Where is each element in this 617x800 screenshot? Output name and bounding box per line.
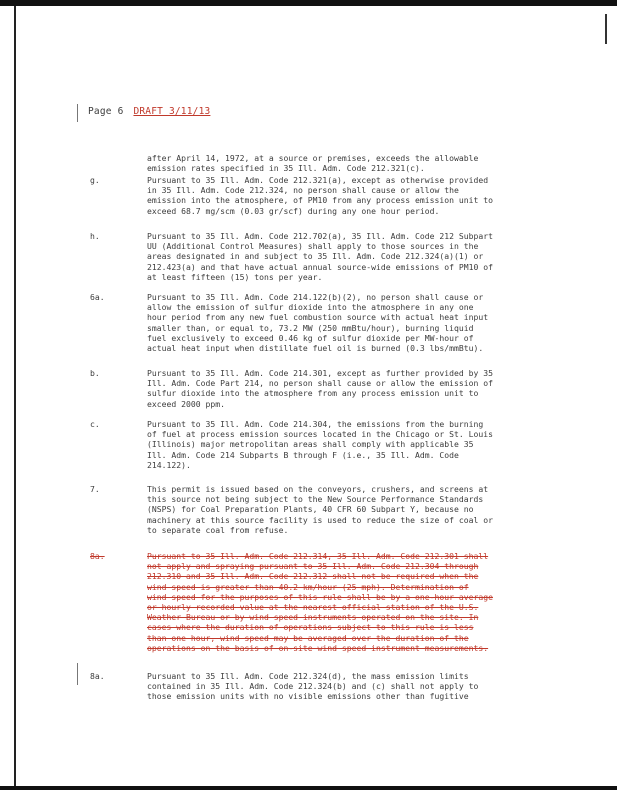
paragraph-label: c. (90, 419, 100, 429)
paragraph (147, 671, 527, 702)
text-line: this source not being subject to the New Source Performance Standards (147, 494, 484, 505)
revision-bar (77, 104, 78, 122)
text-line: Pursuant to 35 Ill. Adm. Code 212.702(a), 35 Ill. Adm. Code 212 Subpart (147, 231, 493, 241)
paragraph-label: b. (90, 368, 100, 378)
paragraph (147, 175, 527, 216)
text-line: exceed 68.7 mg/scm (0.03 gr/scf) during any one hour period. (147, 205, 440, 216)
paragraph (147, 153, 527, 173)
scan-edge-top (0, 0, 617, 6)
text-line: Pursuant to 35 Ill. Adm. Code 214.301, except as further provided by 35 (147, 368, 493, 378)
text-line: UU (Additional Control Measures) shall apply to those sources in the (147, 241, 479, 252)
text-line: Pursuant to 35 Ill. Adm. Code 214.304, the emissions from the burning (147, 419, 484, 429)
paragraph (147, 368, 527, 409)
text-line: or hourly recorded value at the nearest official station of the U.S. (147, 602, 479, 613)
paragraph-label: 6a. (90, 292, 105, 302)
text-line: fuel exclusively to exceed 0.46 kg of sulfur dioxide per MW-hour of (147, 332, 474, 343)
text-line: 214.122). (147, 459, 191, 470)
text-line: after April 14, 1972, at a source or premises, exceeds the allowable (147, 153, 479, 163)
text-line: areas designated in and subject to 35 Ill. Adm. Code 212.324(a)(1) or (147, 251, 484, 262)
revision-bar (77, 663, 78, 685)
text-line: exceed 2000 ppm. (147, 398, 225, 409)
text-line: emission into the atmosphere, of PM10 from any process emission unit to (147, 195, 493, 206)
text-line: emission rates specified in 35 Ill. Adm. Code 212.321(c). (147, 163, 425, 174)
text-line: to separate coal from refuse. (147, 524, 289, 535)
paragraph (147, 292, 527, 353)
text-line: Ill. Adm. Code Part 214, no person shall cause or allow the emission of (147, 378, 493, 389)
text-line: smaller than, or equal to, 73.2 MW (250 mmBtu/hour), burning liquid (147, 322, 474, 333)
paragraph (147, 231, 527, 282)
text-line: contained in 35 Ill. Adm. Code 212.324(b) and (c) shall not apply to (147, 681, 479, 692)
text-line: Pursuant to 35 Ill. Adm. Code 212.314, 35 Ill. Adm. Code 212.301 shall (147, 551, 489, 561)
scan-edge-right (605, 14, 607, 44)
struck-paragraph (147, 551, 527, 653)
text-line: Pursuant to 35 Ill. Adm. Code 214.122(b)(2), no person shall cause or (147, 292, 484, 302)
text-line: actual heat input when distillate fuel oil is burned (0.3 lbs/mmBtu). (147, 343, 484, 354)
text-line: wind speed for the purposes of this rule shall be by a one-hour average (147, 591, 493, 602)
text-line: hour period from any new fuel combustion source with actual heat input (147, 312, 489, 323)
text-line: Weather Bureau or by wind speed instruments operated on the site. In (147, 612, 479, 623)
text-line: allow the emission of sulfur dioxide into the atmosphere in any one (147, 302, 474, 313)
text-line: not apply and spraying pursuant to 35 Ill. Adm. Code 212.304 through (147, 561, 479, 572)
paragraph-label: g. (90, 175, 100, 185)
text-line: (NSPS) for Coal Preparation Plants, 40 CFR 60 Subpart Y, because no (147, 504, 474, 515)
text-line: This permit is issued based on the conveyors, crushers, and screens at (147, 484, 489, 494)
text-line: wind speed is greater than 40.2 km/hour (25 mph). Determination of (147, 581, 469, 592)
text-line: 212.310 and 35 Ill. Adm. Code 212.312 shall not be required when the (147, 571, 479, 582)
text-line: at least fifteen (15) tons per year. (147, 271, 323, 282)
text-line: 212.423(a) and that have actual annual source-wide emissions of PM10 of (147, 261, 493, 272)
text-line: (Illinois) major metropolitan areas shall comply with applicable 35 (147, 439, 474, 450)
draft-date: DRAFT 3/11/13 (133, 106, 211, 117)
text-line: cases where the duration of operations subject to this rule is less (147, 622, 474, 633)
text-line: of fuel at process emission sources located in the Chicago or St. Louis (147, 429, 493, 440)
paragraph-label: 7. (90, 484, 100, 494)
page-number: Page 6 (88, 106, 124, 117)
text-line: those emission units with no visible emissions other than fugitive (147, 691, 469, 702)
text-line: operations on the basis of on-site wind speed instrument measurements. (147, 642, 489, 653)
scan-edge-bottom (0, 786, 617, 790)
paragraph (147, 419, 527, 470)
text-line: Pursuant to 35 Ill. Adm. Code 212.321(a), except as otherwise provided (147, 175, 489, 185)
paragraph-label: 8a. (90, 671, 105, 681)
paragraph (147, 484, 527, 535)
paragraph-label: h. (90, 231, 100, 241)
page-header (88, 106, 210, 117)
text-line: Pursuant to 35 Ill. Adm. Code 212.324(d), the mass emission limits (147, 671, 469, 681)
text-line: machinery at this source facility is used to reduce the size of coal or (147, 514, 493, 525)
paragraph-label: 8a. (90, 551, 105, 561)
scan-edge-left (14, 6, 16, 786)
text-line: sulfur dioxide into the atmosphere from any process emission unit to (147, 388, 479, 399)
text-line: than one hour, wind speed may be averaged over the duration of the (147, 632, 469, 643)
text-line: in 35 Ill. Adm. Code 212.324, no person shall cause or allow the (147, 185, 459, 196)
text-line: Ill. Adm. Code 214 Subparts B through F (i.e., 35 Ill. Adm. Code (147, 449, 459, 460)
